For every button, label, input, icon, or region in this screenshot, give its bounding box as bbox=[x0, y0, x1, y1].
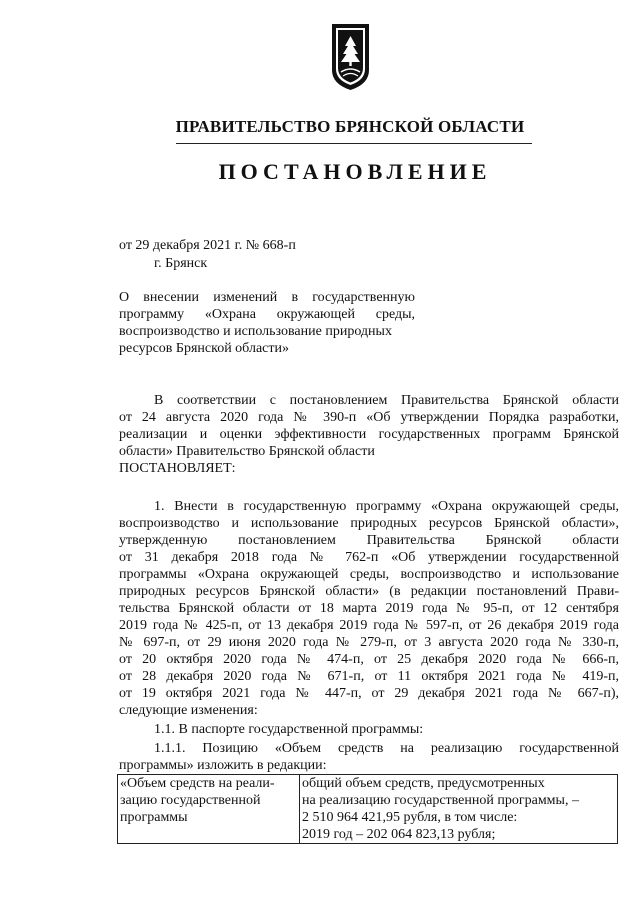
table-cell-position bbox=[118, 775, 300, 844]
document-subject bbox=[119, 289, 415, 357]
document-type-title: ПОСТАНОВЛЕНИЕ bbox=[218, 159, 492, 184]
header-divider bbox=[176, 143, 532, 144]
preamble-line: В соответствии с постановлением Правительства Брянской области bbox=[154, 393, 619, 408]
item1-line: от 20 октября 2020 года № 474-п, от 25 декабря 2020 года № 666-п, bbox=[119, 652, 619, 667]
item1-line: 2019 года № 425-п, от 13 декабря 2019 года № 597-п, от 26 декабря 2019 года bbox=[119, 618, 619, 633]
table-cell-line: программы bbox=[120, 810, 188, 825]
coat-of-arms-emblem bbox=[329, 22, 372, 92]
item1-line: программы «Охрана окружающей среды, воспроизводство и использование bbox=[119, 567, 619, 582]
preamble-line: реализации и оценки эффективности государственных программ Брянской bbox=[119, 427, 619, 442]
funding-table bbox=[117, 774, 618, 844]
item1-1-1-line: 1.1.1. Позицию «Объем средств на реализацию государственной bbox=[154, 741, 619, 756]
document-city: г. Брянск bbox=[154, 256, 208, 271]
table-cell-value bbox=[300, 775, 618, 844]
item1-line: от 31 декабря 2018 года № 762-п «Об утверждении государственной bbox=[119, 550, 619, 565]
item1-line: тельства Брянской области от 18 марта 2019 года № 95-п, от 12 сентября bbox=[119, 601, 619, 616]
table-cell-line: общий объем средств, предусмотренных bbox=[302, 776, 545, 791]
table-cell-line: зацию государственной bbox=[120, 793, 261, 808]
item1-1-heading: 1.1. В паспорте государственной программы: bbox=[154, 722, 424, 737]
table-cell-line: 2 510 964 421,95 рубля, в том числе: bbox=[302, 810, 518, 825]
decree-word: ПОСТАНОВЛЯЕТ: bbox=[119, 461, 236, 476]
item1-line: от 19 октября 2021 года № 447-п, от 29 декабря 2021 года № 667-п), bbox=[119, 686, 619, 701]
table-cell-line: 2019 год – 202 064 823,13 рубля; bbox=[302, 827, 496, 842]
item1-line: утвержденную постановлением Правительства Брянской области bbox=[119, 533, 619, 548]
item1-line: природных ресурсов Брянской области» (в редакции постановлений Прави- bbox=[119, 584, 619, 599]
table-cell-line: «Объем средств на реали- bbox=[120, 776, 275, 791]
subject-line: О внесении изменений в государственную bbox=[119, 290, 415, 305]
item1-line: 1. Внести в государственную программу «Охрана окружающей среды, bbox=[154, 499, 619, 514]
table-row bbox=[118, 775, 618, 844]
item1-line: от 28 декабря 2020 года № 671-п, от 11 октября 2021 года № 419-п, bbox=[119, 669, 619, 684]
item1-1-1-line: программы» изложить в редакции: bbox=[119, 758, 327, 773]
subject-line: ресурсов Брянской области» bbox=[119, 341, 289, 356]
table-cell-line: на реализацию государственной программы, – bbox=[302, 793, 579, 808]
item1-line: воспроизводство и использование природных ресурсов Брянской области», bbox=[119, 516, 619, 531]
subject-line: программу «Охрана окружающей среды, bbox=[119, 307, 415, 322]
document-date-number: от 29 декабря 2021 г. № 668-п bbox=[119, 238, 296, 253]
preamble-line: от 24 августа 2020 года № 390-п «Об утверждении Порядка разработки, bbox=[119, 410, 619, 425]
organization-name: ПРАВИТЕЛЬСТВО БРЯНСКОЙ ОБЛАСТИ bbox=[175, 117, 525, 136]
subject-line: воспроизводство и использование природных bbox=[119, 324, 392, 339]
preamble-line: области» Правительство Брянской области bbox=[119, 444, 375, 459]
item1-line: следующие изменения: bbox=[119, 703, 258, 718]
item1-line: № 697-п, от 29 июня 2020 года № 279-п, от 3 августа 2020 года № 330-п, bbox=[119, 635, 619, 650]
